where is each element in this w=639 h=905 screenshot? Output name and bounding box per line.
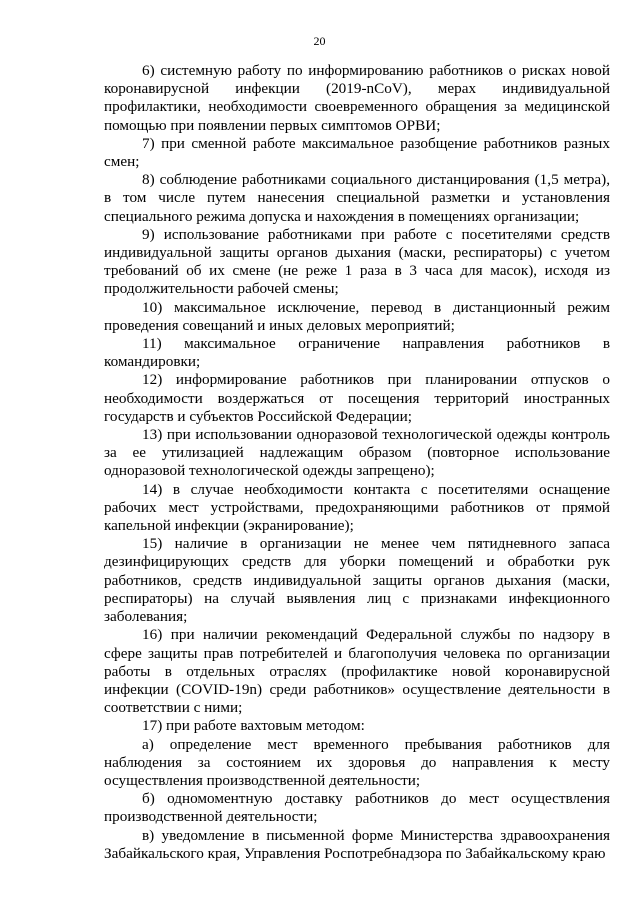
list-item-15: 15) наличие в организации не менее чем пятидневного запаса дезинфицирующих средств для уборки помещений и обработки рук работников, средств индивидуальной защиты органов дыхания (маски, респираторы) на случай выявления лиц с признаками инфекционного заболевания; <box>104 535 610 626</box>
page-number: 20 <box>313 34 326 48</box>
list-item-12: 12) информирование работников при планировании отпусков о необходимости воздержаться от посещения территорий иностранных государств и субъектов Российской Федерации; <box>104 371 610 425</box>
document-body <box>104 62 610 863</box>
list-item-16: 16) при наличии рекомендаций Федеральной службы по надзору в сфере защиты прав потребителей и благополучия человека по организации работы в отдельных отраслях (профилактике новой коронавирусной инфекции (COVID-19n) среди работников» осуществление деятельности в соответствии с ними; <box>104 626 610 717</box>
list-item-10: 10) максимальное исключение, перевод в дистанционный режим проведения совещаний и иных деловых мероприятий; <box>104 298 610 334</box>
list-item-17: 17) при работе вахтовым методом: <box>142 717 365 735</box>
list-item-8: 8) соблюдение работниками социального дистанцирования (1,5 метра), в том числе путем нанесения специальной разметки и установления специального режима допуска и нахождения в помещениях организации; <box>104 171 610 225</box>
list-item-7: 7) при сменной работе максимальное разобщение работников разных смен; <box>104 134 610 171</box>
list-item-9: 9) использование работниками при работе с посетителями средств индивидуальной защиты органов дыхания (маски, респираторы) с учетом требований об их смене (не реже 1 раза в 3 часа для масок), исходя из продолжительности рабочей смены; <box>104 225 610 298</box>
sub-item-b: б) одномоментную доставку работников до мест осуществления производственной деятельности; <box>104 790 610 826</box>
list-item-13: 13) при использовании одноразовой технологической одежды контроль за ее утилизацией надлежащим образом (повторное использование одноразовой технологической одежды запрещено); <box>104 426 610 480</box>
list-item-6: 6) системную работу по информированию работников о рисках новой коронавирусной инфекции (2019-nCoV), мерах индивидуальной профилактики, необходимости своевременного обращения за медицинской помощью при появлении первых симптомов ОРВИ; <box>104 62 610 134</box>
list-item-14: 14) в случае необходимости контакта с посетителями оснащение рабочих мест устройствами, предохраняющими работников от прямой капельной инфекции (экранирование); <box>104 480 610 535</box>
sub-item-v: в) уведомление в письменной форме Министерства здравоохранения Забайкальского края, Управления Роспотребнадзора по Забайкальскому краю <box>104 826 610 862</box>
sub-item-a: а) определение мест временного пребывания работников для наблюдения за состоянием их здоровья до направления к месту осуществления производственной деятельности; <box>104 735 610 789</box>
list-item-11: 11) максимальное ограничение направления работников в командировки; <box>104 335 610 371</box>
